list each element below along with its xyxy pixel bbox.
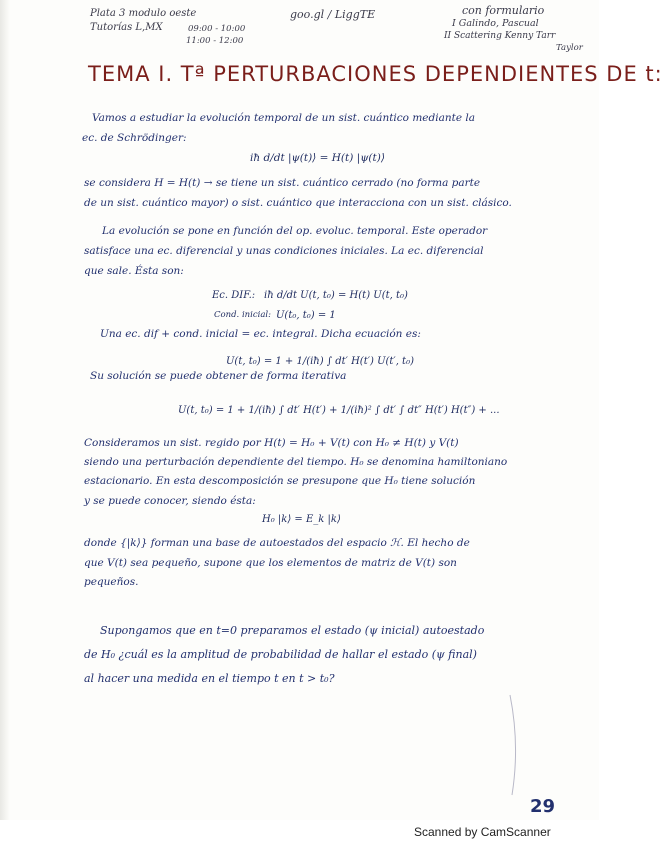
header-right-2: I Galindo, Pascual <box>452 18 539 29</box>
text-line: de un sist. cuántico mayor) o sist. cuántico que interacciona con un sist. clásico. <box>84 197 512 209</box>
page-shadow <box>0 0 10 820</box>
scanner-watermark: Scanned by CamScanner <box>414 825 551 839</box>
text-line: donde {|k⟩} forman una base de autoestados del espacio ℋ. El hecho de <box>84 537 470 549</box>
text-line: Una ec. dif + cond. inicial = ec. integral. Dicha ecuación es: <box>100 328 421 340</box>
text-line: Consideramos un sist. regido por H(t) = H₀ + V(t) con H₀ ≠ H(t) y V(t) <box>84 437 459 449</box>
equation-integral: U(t, t₀) = 1 + 1/(iħ) ∫ dt′ H(t′) U(t′, t₀) <box>226 356 414 367</box>
text-line: y se puede conocer, siendo ésta: <box>84 495 256 507</box>
equation-eigen: H₀ |k⟩ = E_k |k⟩ <box>262 514 341 525</box>
equation-iterative: U(t, t₀) = 1 + 1/(iħ) ∫ dt′ H(t′) + 1/(iħ)² ∫ dt′ ∫ dt″ H(t′) H(t″) + ... <box>178 405 500 416</box>
text-line: pequeños. <box>84 576 139 588</box>
header-line-2: Tutorías L,MX <box>90 22 163 33</box>
text-line: de H₀ ¿cuál es la amplitud de probabilidad de hallar el estado (ψ final) <box>84 648 477 661</box>
equation-cond-label: Cond. inicial: <box>214 310 271 320</box>
text-line: al hacer una medida en el tiempo t en t > t₀? <box>84 672 335 685</box>
text-line: que V(t) sea pequeño, supone que los elementos de matriz de V(t) son <box>84 557 457 569</box>
header-right-4: Taylor <box>556 43 583 53</box>
page-number: 29 <box>530 796 556 817</box>
text-line: ec. de Schrödinger: <box>82 132 187 144</box>
text-line: que sale. Ésta son: <box>84 265 184 277</box>
text-line: Su solución se puede obtener de forma iterativa <box>90 370 347 382</box>
equation-cond: U(t₀, t₀) = 1 <box>276 310 336 321</box>
text-line: siendo una perturbación dependiente del tiempo. H₀ se denomina hamiltoniano <box>84 456 508 468</box>
text-line: estacionario. En esta descomposición se presupone que H₀ tiene solución <box>84 475 476 487</box>
text-line: Supongamos que en t=0 preparamos el estado (ψ inicial) autoestado <box>100 624 485 637</box>
text-line: La evolución se pone en función del op. evoluc. temporal. Este operador <box>102 225 488 237</box>
page-title: TEMA I. Tª PERTURBACIONES DEPENDIENTES DE t: <box>88 62 663 86</box>
header-times-2: 11:00 - 12:00 <box>186 36 244 46</box>
equation-ecdif: iħ d/dt U(t, t₀) = H(t) U(t, t₀) <box>264 290 408 301</box>
header-link: goo.gl / LiggTE <box>290 8 376 21</box>
text-line: se considera H = H(t) → se tiene un sist. cuántico cerrado (no forma parte <box>84 177 481 189</box>
equation-ecdif-label: Ec. DIF.: <box>212 290 256 301</box>
header-right-3: II Scattering Kenny Tarr <box>444 31 556 41</box>
header-line-1: Plata 3 modulo oeste <box>90 8 197 19</box>
equation-schrodinger: iħ d/dt |ψ(t)⟩ = H(t) |ψ(t)⟩ <box>250 152 385 164</box>
margin-stroke-decoration <box>490 690 530 800</box>
text-line: satisface una ec. diferencial y unas condiciones iniciales. La ec. diferencial <box>84 245 484 257</box>
text-line: Vamos a estudiar la evolución temporal de un sist. cuántico mediante la <box>92 112 475 124</box>
header-times-1: 09:00 - 10:00 <box>188 24 246 34</box>
header-right-1: con formulario <box>462 4 545 17</box>
